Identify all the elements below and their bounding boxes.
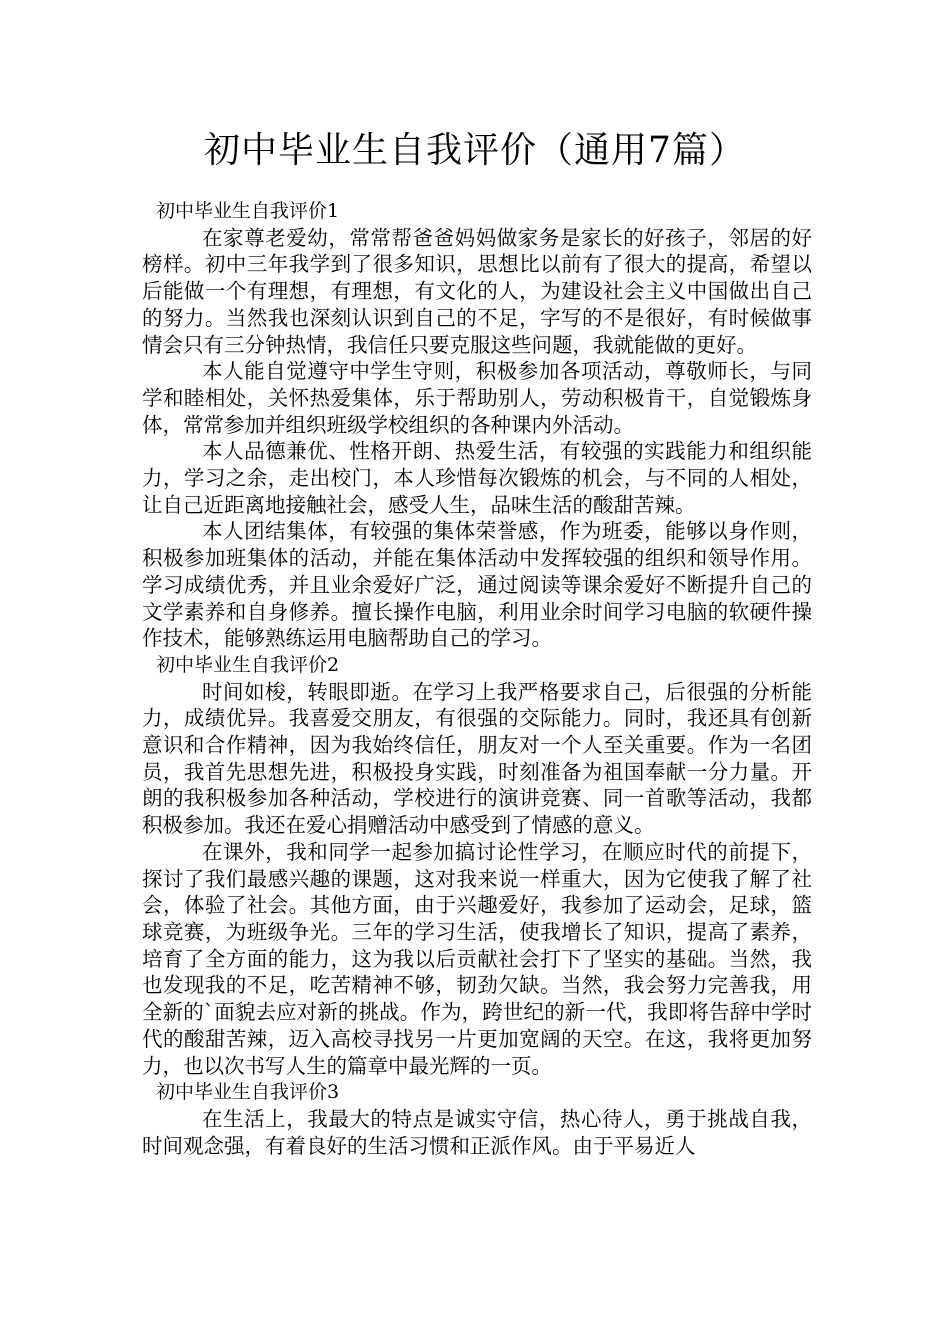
section-heading: 初中毕业生自我评价1 [156, 200, 340, 222]
document-title: 初中毕业生自我评价（通用7篇） [204, 130, 746, 171]
paragraph: 本人能自觉遵守中学生守则，积极参加各项活动，尊敬师长，与同学和睦相处，关怀热爱集体，乐于帮助别人，劳动积极肯干，自觉锻炼身体，常常参加并组织班级学校组织的各种课内外活动。 [142, 359, 812, 437]
section-1 [142, 198, 812, 652]
section-2 [142, 652, 812, 1079]
paragraph: 本人品德兼优、性格开朗、热爱生活，有较强的实践能力和组织能力，学习之余，走出校门，本人珍惜每次锻炼的机会，与不同的人相处，让自己近距离地接触社会，感受人生，品味生活的酸甜苦辣。 [142, 439, 812, 517]
document-body [142, 198, 812, 1159]
paragraph: 在生活上，我最大的特点是诚实守信，热心待人，勇于挑战自我，时间观念强，有着良好的生活习惯和正派作风。由于平易近人 [142, 1106, 812, 1158]
paragraph: 在课外，我和同学一起参加搞讨论性学习，在顺应时代的前提下，探讨了我们最感兴趣的课题，这对我来说一样重大，因为它使我了解了社会，体验了社会。其他方面，由于兴趣爱好，我参加了运动会，足球，篮球竞赛，为班级争光。三年的学习生活，使我增长了知识，提高了素养，培育了全方面的能力，这为我以后贡献社会打下了坚实的基础。当然，我也发现我的不足，吃苦精神不够，韧劲欠缺。当然，我会努力完善我，用全新的`面貌去应对新的挑战。作为，跨世纪的新一代，我即将告辞中学时代的酸甜苦辣，迈入高校寻找另一片更加宽阔的天空。在这，我将更加努力，也以次书写人生的篇章中最光辉的一页。 [142, 839, 812, 1078]
paragraph: 本人团结集体，有较强的集体荣誉感，作为班委，能够以身作则，积极参加班集体的活动，并能在集体活动中发挥较强的组织和领导作用。学习成绩优秀，并且业余爱好广泛，通过阅读等课余爱好不断提升自己的文学素养和自身修养。擅长操作电脑，利用业余时间学习电脑的软硬件操作技术，能够熟练运用电脑帮助自己的学习。 [142, 519, 812, 651]
paragraph: 在家尊老爱幼，常常帮爸爸妈妈做家务是家长的好孩子，邻居的好榜样。初中三年我学到了很多知识，思想比以前有了很大的提高，希望以后能做一个有理想，有理想，有文化的人，为建设社会主义中国做出自己的努力。当然我也深刻认识到自己的不足，字写的不是很好，有时候做事情会只有三分钟热情，我信任只要克服这些问题，我就能做的更好。 [142, 225, 812, 357]
section-heading: 初中毕业生自我评价2 [156, 653, 340, 676]
section-3 [142, 1079, 812, 1159]
paragraph: 时间如梭，转眼即逝。在学习上我严格要求自己，后很强的分析能力，成绩优异。我喜爱交朋友，有很强的交际能力。同时，我还具有创新意识和合作精神，因为我始终信任，朋友对一个人至关重要。作为一名团员，我首先思想先进，积极投身实践，时刻准备为祖国奉献一分力量。开朗的我积极参加各种活动，学校进行的演讲竞赛、同一首歌等活动，我都积极参加。我还在爱心捐赠活动中感受到了情感的意义。 [142, 679, 812, 838]
section-heading: 初中毕业生自我评价3 [156, 1081, 340, 1104]
